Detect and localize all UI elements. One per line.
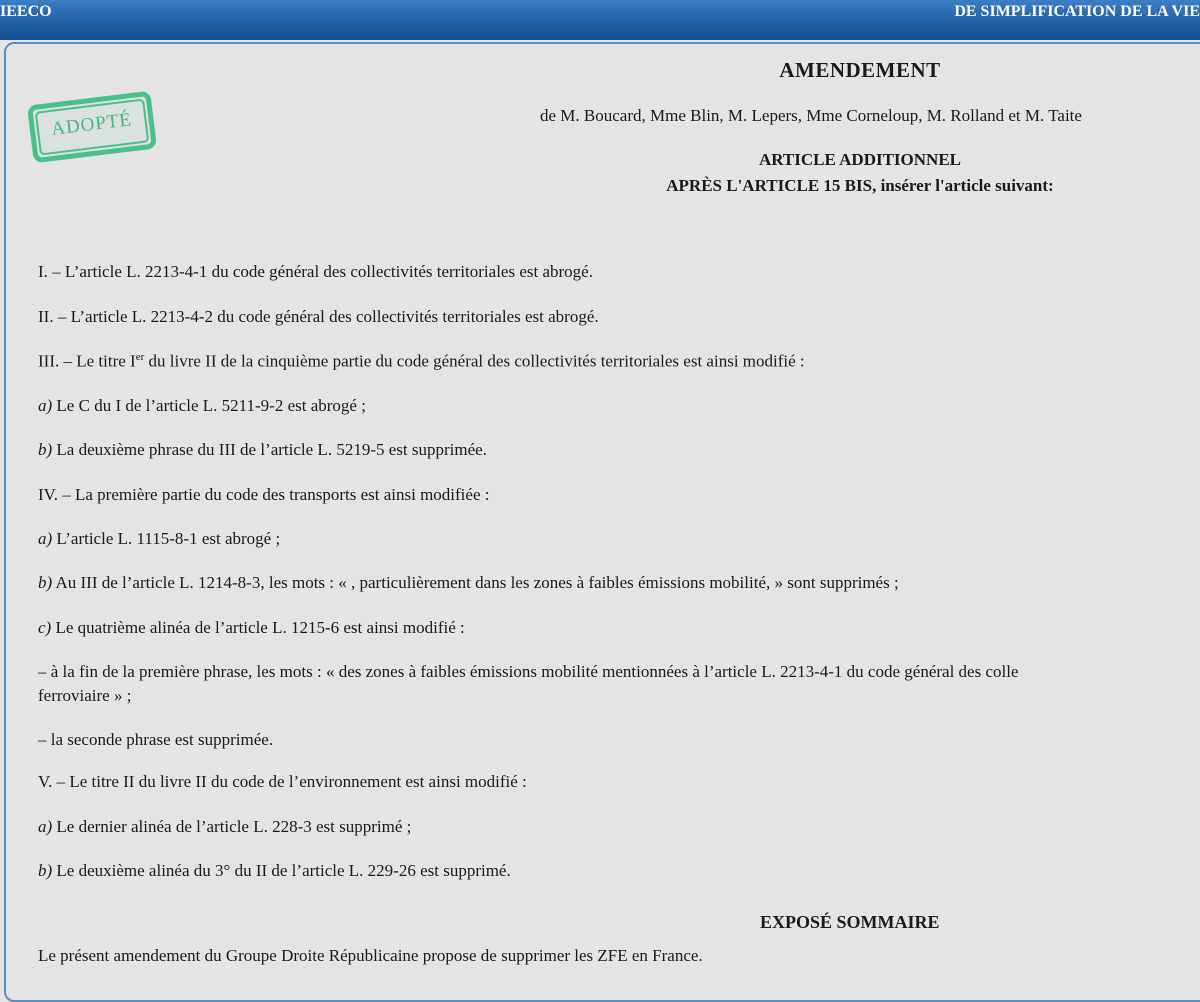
paragraph-iii-b (38, 440, 487, 460)
top-banner (0, 0, 1200, 40)
paragraph-iv-b (38, 573, 899, 593)
paragraph-dash-2: – la seconde phrase est supprimée. (38, 730, 274, 749)
expose-heading: EXPOSÉ SOMMAIRE (760, 912, 940, 932)
banner-right-text: DE SIMPLIFICATION DE LA VIE (954, 3, 1200, 20)
paragraph-iv-c (38, 618, 465, 638)
paragraph-i: I. – L’article L. 2213-4-1 du code général des collectivités territoriales est abrogé. (38, 262, 593, 281)
document-title: AMENDEMENT (779, 58, 941, 82)
item-label: b) (38, 573, 53, 592)
article-heading: ARTICLE ADDITIONNEL (758, 150, 962, 169)
expose-text: Le présent amendement du Groupe Droite Républicaine propose de supprimer les ZFE en France. (38, 946, 703, 965)
banner-left-text: IEECO (0, 3, 52, 20)
paragraph-v-a (38, 817, 411, 837)
amendment-authors: de M. Boucard, Mme Blin, M. Lepers, Mme Corneloup, M. Rolland et M. Taite (540, 106, 1082, 125)
item-label: a) (38, 396, 53, 415)
article-position: APRÈS L'ARTICLE 15 BIS, insérer l'article suivant: (666, 176, 1054, 195)
item-text: Au III de l’article L. 1214-8-3, les mots : « , particulièrement dans les zones à faibles émissions mobilité, » sont supprimés ; (52, 573, 899, 592)
item-text: Le C du I de l’article L. 5211-9-2 est abrogé ; (52, 396, 366, 415)
stamp-text: ADOPTÉ (50, 109, 134, 140)
item-label: b) (38, 861, 53, 880)
paragraph-iii-a (38, 396, 366, 416)
paragraph-iv: IV. – La première partie du code des transports est ainsi modifiée : (38, 485, 490, 504)
paragraph-iii-start: III. – Le titre I (38, 351, 136, 371)
item-label: b) (38, 440, 53, 459)
item-text: Le dernier alinéa de l’article L. 228-3 est supprimé ; (52, 817, 412, 836)
paragraph-iii (38, 351, 805, 372)
paragraph-v-b (38, 861, 511, 881)
paragraph-dash-1-line-1: – à la fin de la première phrase, les mots : « des zones à faibles émissions mobilité mentionnées à l’article L. 2213-4-1 du code général des colle (38, 662, 1019, 681)
item-label: a) (38, 817, 53, 836)
item-text: L’article L. 1115-8-1 est abrogé ; (52, 529, 281, 548)
item-text: Le quatrième alinéa de l’article L. 1215-6 est ainsi modifié : (51, 618, 465, 637)
paragraph-iii-end: du livre II de la cinquième partie du code général des collectivités territoriales est ainsi modifié : (144, 351, 805, 371)
item-text: Le deuxième alinéa du 3° du II de l’article L. 229-26 est supprimé. (52, 861, 511, 880)
paragraph-iii-superscript: er (135, 351, 145, 363)
item-label: a) (38, 529, 53, 548)
paragraph-dash-1-line-2: ferroviaire » ; (38, 686, 132, 705)
paragraph-iv-a (38, 529, 280, 549)
paragraph-ii: II. – L’article L. 2213-4-2 du code général des collectivités territoriales est abrogé. (38, 307, 599, 326)
paragraph-v: V. – Le titre II du livre II du code de l’environnement est ainsi modifié : (38, 772, 527, 791)
item-label: c) (38, 618, 52, 637)
item-text: La deuxième phrase du III de l’article L. 5219-5 est supprimée. (52, 440, 487, 459)
